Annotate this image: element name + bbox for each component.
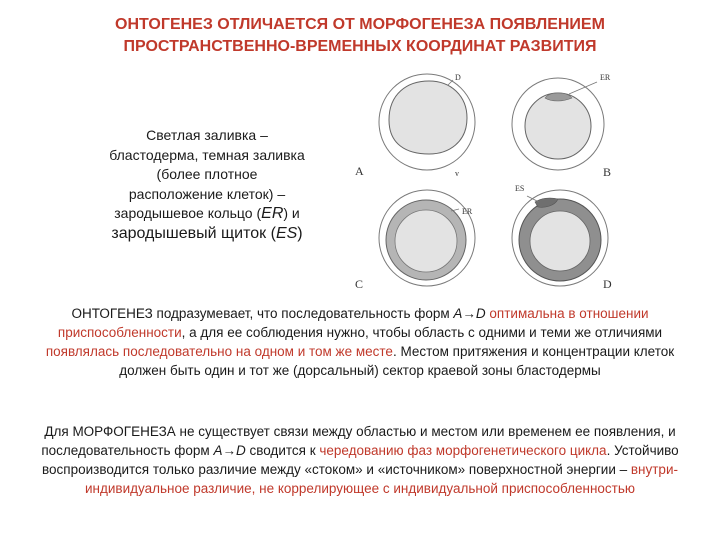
para1-highlight-fitness: оптимальна в отношении приспособленности — [57, 306, 649, 340]
caption-text: зародышевый щиток ( — [111, 224, 276, 242]
caption-text: зародышевое кольцо ( — [114, 205, 262, 221]
panel-d — [512, 184, 612, 291]
panel-c — [355, 190, 475, 291]
label-b-er: ER — [600, 73, 611, 82]
panel-b — [512, 73, 611, 179]
abbr-er: ER — [261, 205, 284, 222]
panel-letter-c: C — [355, 277, 364, 291]
para1-text: ОНТОГЕНЕЗ подразумевает, что последовательность форм — [71, 306, 454, 321]
para2-text: . Устойчиво воспроизводится только различие между «стоком» и «источником» поверхностной энергии – — [42, 443, 679, 477]
caption-line-3: (более плотное — [156, 166, 258, 182]
caption-text: ) и — [283, 205, 300, 221]
caption-line-1: Светлая заливка – — [146, 127, 268, 143]
para1-sequence: A→D — [453, 306, 486, 321]
label-c-er: ER — [462, 207, 473, 216]
caption-line-5 — [68, 204, 346, 224]
title-line-1: ОНТОГЕНЕЗ ОТЛИЧАЕТСЯ ОТ МОРФОГЕНЕЗА ПОЯВЛЕНИЕМ — [115, 16, 605, 33]
para2-highlight-cycle: чередованию фаз морфогенетического цикла — [319, 443, 607, 458]
ontogenesis-paragraph — [30, 304, 690, 380]
para2-text: сводится к — [245, 443, 320, 458]
caption-line-2: бластодерма, темная заливка — [109, 146, 305, 163]
para1-highlight-place: появлялась последовательно на одном и том же месте — [45, 344, 393, 359]
para2-highlight-difference: внутри-индивидуальное различие, не коррелирующее с индивидуальной приспособленностью — [84, 462, 678, 496]
blastoderm-b — [525, 93, 591, 159]
panel-a — [355, 73, 475, 178]
legend-caption — [68, 126, 346, 243]
para2-text: Для МОРФОГЕНЕЗА не существует связи между областью и местом или временем ее появления, и последовательность форм — [41, 424, 676, 458]
embryo-diagram — [345, 68, 645, 296]
caption-text: ) — [297, 224, 303, 242]
label-d-es: ES — [515, 184, 525, 193]
caption-line-6 — [68, 224, 346, 244]
abbr-es: ES — [275, 224, 298, 242]
panel-letter-b: B — [603, 165, 612, 179]
slide-title — [40, 14, 680, 58]
blastoderm-c — [395, 210, 457, 272]
label-a-v: v — [455, 169, 459, 178]
caption-line-4: расположение клеток) – — [128, 185, 286, 202]
label-a-d: D — [455, 73, 461, 82]
blastoderm-d — [530, 211, 590, 271]
panel-letter-d: D — [603, 277, 612, 291]
morphogenesis-paragraph — [22, 422, 698, 498]
title-line-2: ПРОСТРАНСТВЕННО-ВРЕМЕННЫХ КООРДИНАТ РАЗВИТИЯ — [123, 38, 597, 55]
panel-letter-a: A — [355, 164, 364, 178]
para1-text: . Местом притяжения и концентрации клеток должен быть один и тот же (дорсальный) сектор краевой зоны бластодермы — [119, 344, 675, 378]
para2-sequence: A→D — [213, 443, 246, 458]
para1-text: , а для ее соблюдения нужно, чтобы область с одними и теми же отличиями — [181, 325, 663, 340]
blastoderm-a — [389, 81, 467, 154]
